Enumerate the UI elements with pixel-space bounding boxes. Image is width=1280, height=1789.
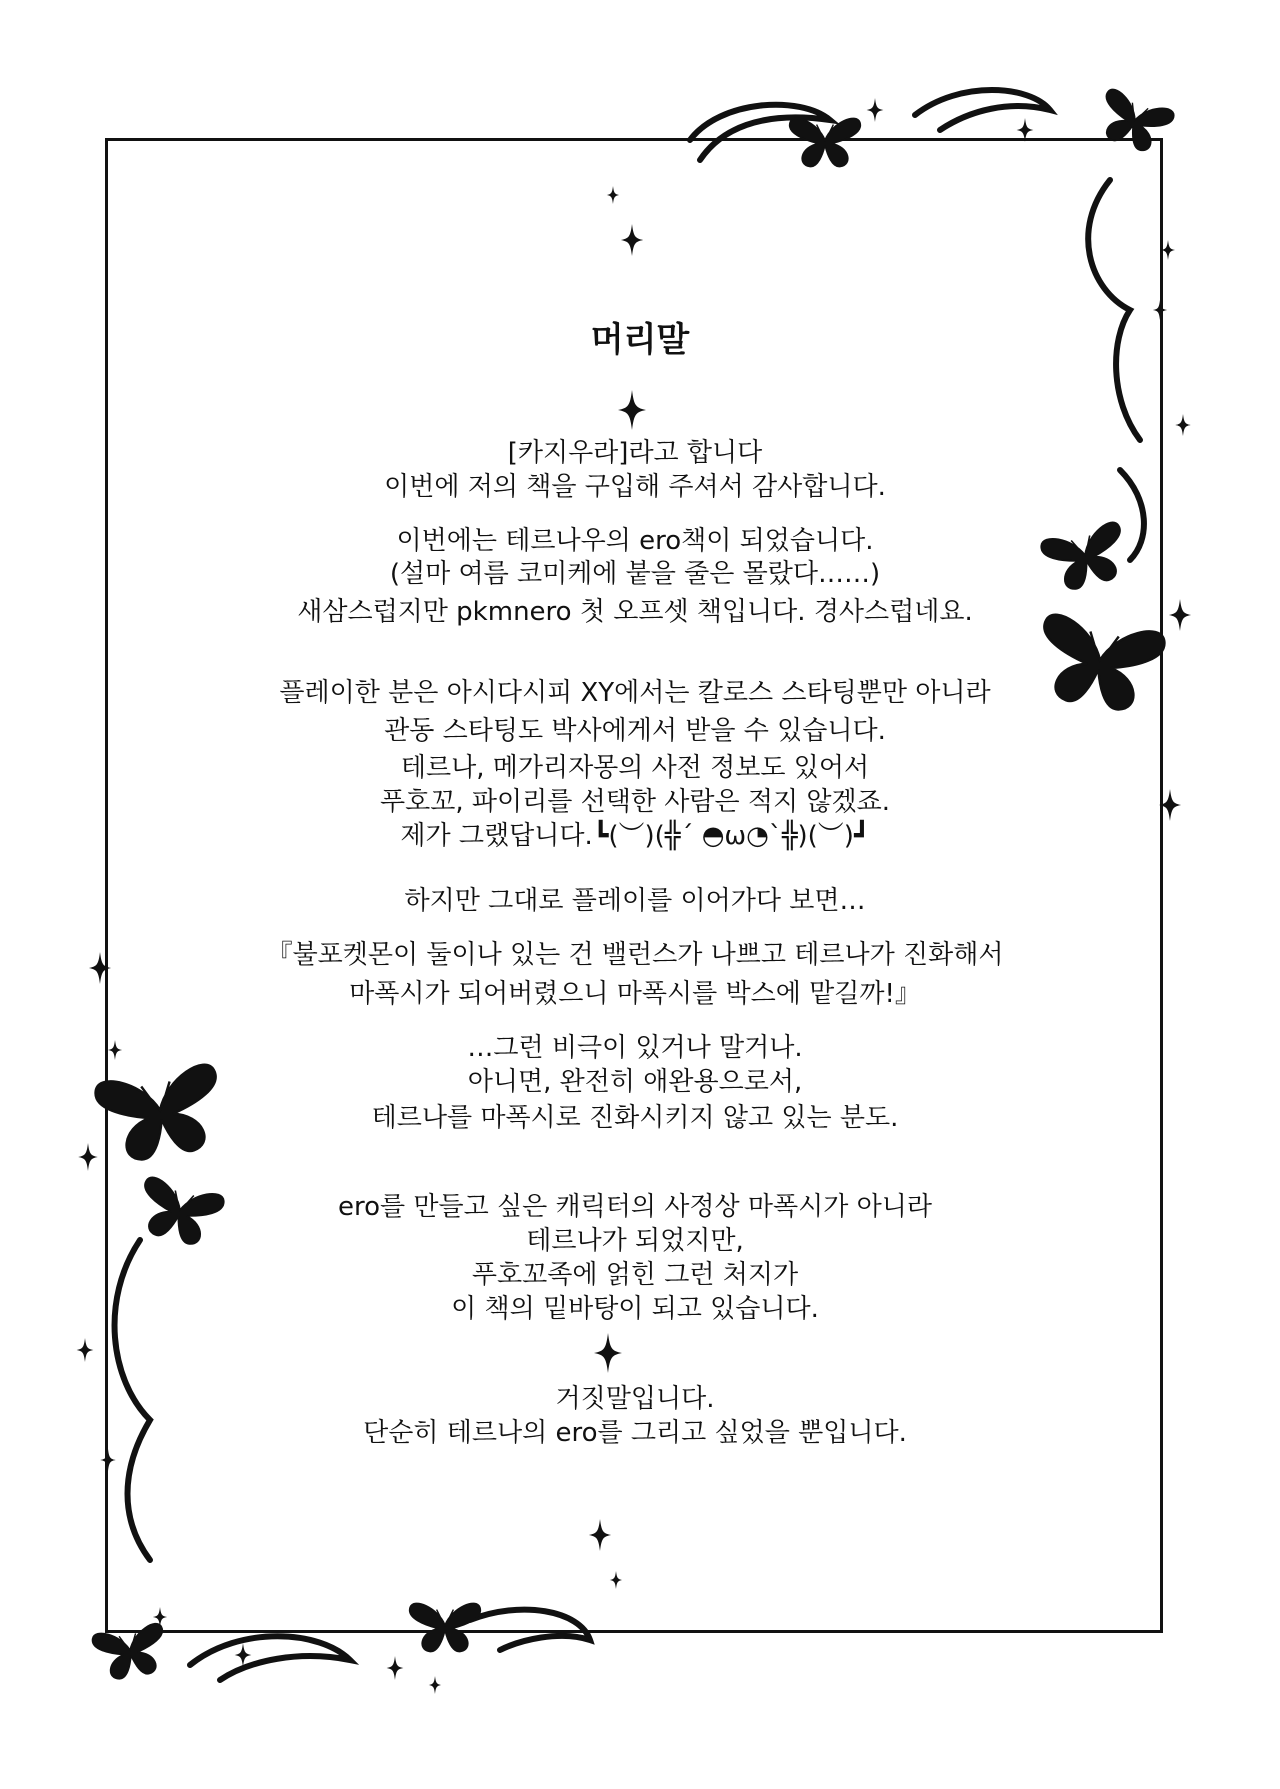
butterfly-icon [790,118,861,166]
sparkle-icon [618,390,646,430]
sparkle-icon [100,1449,115,1471]
sparkle-icon [78,1143,98,1171]
text-line: 테르나가 되었지만, [526,1226,744,1256]
sparkle-icon [589,1519,611,1551]
sparkle-icon [607,186,620,204]
text-line: 아니면, 완전히 애완용으로서, [467,1067,803,1097]
page-title: 머리말 [590,320,690,360]
text-line: 제가 그랬답니다.┗(︶)(╬´ ◓ω◔`╬)(︶)┛ [400,821,870,851]
text-line: 새삼스럽지만 pkmnero 첫 오프셋 책입니다. 경사스럽네요. [297,597,973,627]
sparkle-icon [594,1333,622,1373]
text-line: 플레이한 분은 아시다시피 XY에서는 칼로스 스타팅뿐만 아니라 [279,678,991,708]
text-line: 이번에 저의 책을 구입해 주셔서 감사합니다. [384,472,886,502]
sparkle-icon [1161,240,1175,260]
sparkle-icon [1017,118,1034,142]
text-line: 단순히 테르나의 ero를 그리고 싶었을 뿐입니다. [363,1418,907,1448]
sparkle-icon [387,1656,404,1680]
sparkle-icon [1175,414,1190,436]
text-line: 푸호꼬족에 얽힌 그런 처지가 [471,1260,799,1290]
text-line: 관동 스타팅도 박사에게서 받을 수 있습니다. [384,716,886,746]
text-line: 푸호꼬, 파이리를 선택한 사람은 적지 않겠죠. [380,787,890,817]
butterfly-icon [91,1622,169,1682]
sparkle-icon [429,1676,442,1694]
sparkle-icon [867,98,884,122]
text-line: [카지우라]라고 합니다 [507,438,763,468]
text-line: 이번에는 테르나우의 ero책이 되었습니다. [396,526,874,556]
text-line: …그런 비극이 있거나 말거나. [467,1033,803,1063]
butterfly-icon [1093,87,1176,157]
sparkle-icon [77,1338,94,1362]
sparkle-icon [610,1571,623,1589]
butterfly-icon [410,1603,481,1651]
text-line: 이 책의 밑바탕이 되고 있습니다. [451,1294,819,1324]
text-line: 마폭시가 되어버렸으니 마폭시를 박스에 맡길까!』 [349,979,921,1009]
text-line: 거짓말입니다. [555,1384,715,1414]
sparkle-icon [621,224,643,256]
text-line: ero를 만들고 싶은 캐릭터의 사정상 마폭시가 아니라 [338,1192,932,1222]
text-line: 하지만 그대로 플레이를 이어가다 보면… [404,886,866,916]
text-line: 테르나, 메가리자몽의 사전 정보도 있어서 [400,753,870,783]
text-line: 『불포켓몬이 둘이나 있는 건 밸런스가 나쁘고 테르나가 진화해서 [266,940,1004,970]
text-line: (설마 여름 코미케에 붙을 줄은 몰랐다……) [389,559,881,589]
text-line: 테르나를 마폭시로 진화시키지 않고 있는 분도. [371,1103,899,1133]
